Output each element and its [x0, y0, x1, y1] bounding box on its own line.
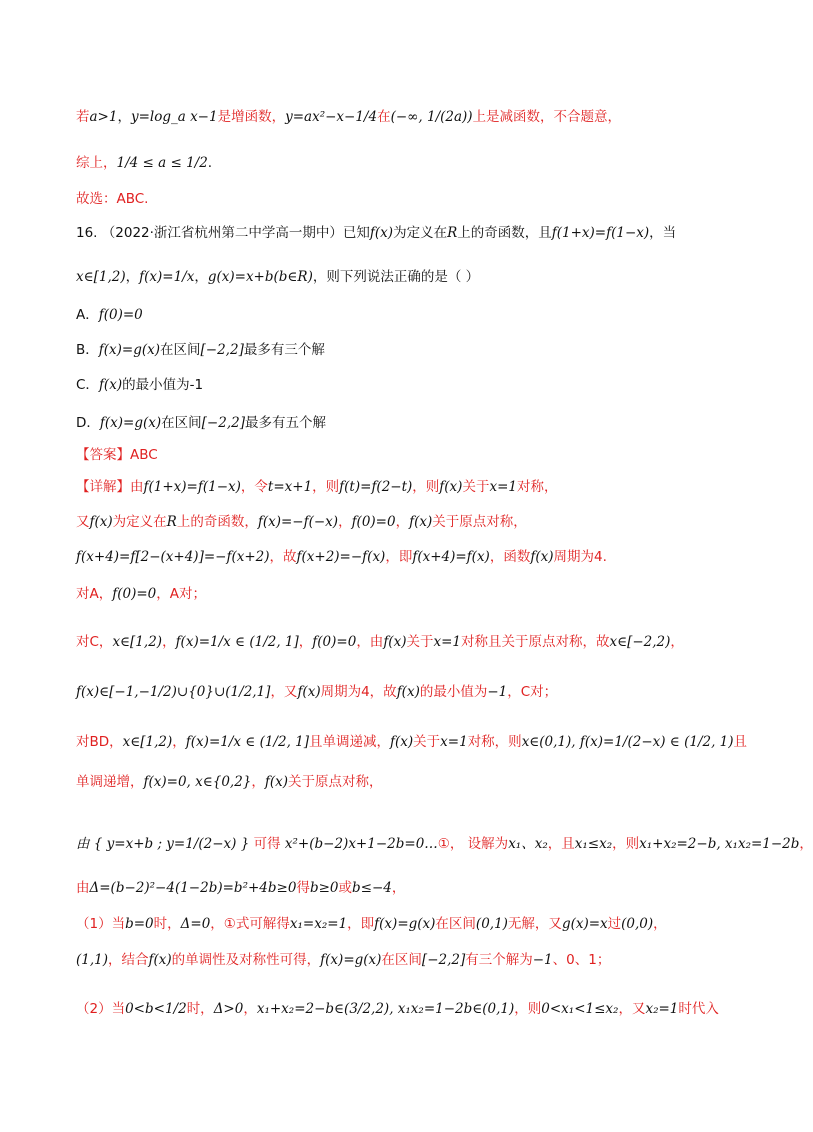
- math-expression: −1: [532, 952, 553, 968]
- text-line: [76, 341, 726, 359]
- math-expression: f(x+4)=f(x): [412, 549, 490, 565]
- math-expression: x₁+x₂=2−b, x₁x₂=1−2b: [639, 836, 800, 852]
- text-line: [76, 548, 726, 566]
- math-expression: x∈[1,2): [112, 634, 163, 650]
- text-line: [76, 154, 726, 172]
- math-expression: f(x)=g(x): [99, 415, 162, 431]
- text-segment: 得: [296, 880, 310, 896]
- math-expression: f(x): [297, 684, 321, 700]
- text-segment: 关于: [462, 479, 490, 495]
- text-segment: ，则: [514, 1001, 542, 1017]
- text-line: [76, 268, 726, 286]
- text-segment: 有三个解为: [465, 952, 533, 968]
- math-expression: g(x)=x+b(b∈R): [207, 269, 313, 285]
- text-line: [76, 683, 726, 701]
- text-segment: 对A，: [76, 586, 113, 602]
- math-expression: Δ>0: [213, 1001, 244, 1017]
- math-expression: x₁、x₂: [508, 836, 548, 852]
- text-segment: 综上，: [76, 155, 117, 171]
- text-segment: （1）当: [76, 916, 126, 932]
- math-expression: 0<b<1/2: [125, 1001, 187, 1017]
- math-expression: f(x+2)=−f(x): [296, 549, 386, 565]
- math-expression: x=1: [433, 634, 461, 650]
- math-expression: g(x)=x: [561, 916, 608, 932]
- math-expression: f(x): [530, 549, 554, 565]
- text-segment: 或: [338, 880, 352, 896]
- text-segment: 时，: [186, 1001, 214, 1017]
- text-segment: ，: [117, 109, 131, 125]
- text-segment: ，则: [612, 836, 640, 852]
- text-segment: 在区间: [160, 342, 201, 358]
- math-expression: x₂=1: [645, 1001, 679, 1017]
- text-segment: 最多有五个解: [244, 415, 326, 431]
- text-segment: 上的奇函数，且: [457, 225, 552, 241]
- text-segment: ，且: [547, 836, 575, 852]
- math-expression: (0,1): [475, 916, 508, 932]
- math-expression: f(0)=0: [312, 634, 357, 650]
- text-segment: 上的奇函数，: [176, 514, 258, 530]
- text-segment: ，C对；: [507, 684, 558, 700]
- text-segment: ，: [125, 269, 140, 285]
- text-segment: ，: [162, 634, 176, 650]
- math-expression: f(x)=g(x): [98, 342, 161, 358]
- text-line: [76, 915, 726, 933]
- text-segment: 【答案】ABC: [76, 447, 158, 463]
- math-expression: x₁+x₂=2−b∈(3/2,2), x₁x₂=1−2b∈(0,1): [256, 1001, 515, 1017]
- math-expression: f(x)=1/x ∈ (1/2, 1]: [185, 734, 310, 750]
- math-expression: x²+(b−2)x+1−2b=0…: [284, 836, 438, 852]
- text-segment: ，: [194, 269, 208, 285]
- math-expression: f(x)=g(x): [374, 916, 436, 932]
- math-expression: a>1: [89, 109, 118, 125]
- text-segment: 由: [76, 880, 90, 896]
- text-segment: 的最小值为: [419, 684, 488, 700]
- math-expression: f(0)=0: [112, 586, 157, 602]
- text-line: [76, 633, 726, 651]
- text-line: [76, 951, 726, 969]
- math-expression: R: [166, 514, 177, 530]
- math-expression: [−2,2]: [201, 415, 245, 431]
- math-expression: f(x): [383, 634, 407, 650]
- text-line: [76, 414, 726, 432]
- math-expression: Δ=(b−2)²−4(1−2b)=b²+4b≥0: [89, 880, 297, 896]
- math-expression: f(x): [390, 734, 414, 750]
- math-expression: Δ=0: [180, 916, 211, 932]
- text-segment: 16. （2022·浙江省杭州第二中学高一期中）已知: [76, 225, 370, 241]
- math-expression: t=x+1: [267, 479, 313, 495]
- text-segment: ，则: [412, 479, 440, 495]
- text-segment: ，则下列说法正确的是（ ）: [312, 269, 480, 285]
- math-expression: b≥0: [309, 880, 339, 896]
- text-line: [76, 513, 726, 531]
- math-expression: f(x): [89, 514, 113, 530]
- text-segment: 关于: [413, 734, 441, 750]
- math-expression: R: [447, 225, 458, 241]
- text-segment: ，又: [618, 1001, 646, 1017]
- text-segment: 故选：ABC.: [76, 191, 149, 207]
- text-segment: .: [207, 155, 213, 171]
- text-segment: 上是减函数，不合题意，: [472, 109, 622, 125]
- text-segment: 无解，又: [507, 916, 562, 932]
- text-segment: ，: [172, 734, 186, 750]
- math-expression: f(x): [98, 377, 123, 393]
- math-expression: −1: [487, 684, 508, 700]
- text-line: [76, 1000, 726, 1018]
- text-segment: 可得: [249, 836, 285, 852]
- math-expression: x∈(0,1), f(x)=1/(2−x) ∈ (1/2, 1): [521, 734, 734, 750]
- math-expression: f(x)=0, x∈{0,2}: [143, 774, 252, 790]
- text-segment: ，当: [649, 225, 677, 241]
- text-segment: 【详解】由: [76, 479, 144, 495]
- text-line: [76, 108, 726, 126]
- math-expression: b≤−4: [351, 880, 392, 896]
- text-segment: ，函数: [489, 549, 531, 565]
- math-expression: x∈[−2,2): [609, 634, 671, 650]
- text-line: [76, 773, 726, 791]
- text-segment: ，: [391, 880, 406, 896]
- math-expression: f(t)=f(2−t): [339, 479, 413, 495]
- math-expression: f(x): [409, 514, 433, 530]
- text-segment: A．: [76, 307, 99, 323]
- math-expression: x∈[1,2): [76, 269, 126, 285]
- text-segment: B．: [76, 342, 99, 358]
- text-segment: 周期为4.: [553, 549, 607, 565]
- text-segment: 过: [607, 916, 622, 932]
- text-segment: ，: [243, 1001, 257, 1017]
- text-segment: ，: [653, 916, 667, 932]
- text-segment: 且: [733, 734, 748, 750]
- text-segment: 为定义在: [112, 514, 167, 530]
- math-expression: 由 { y=x+b ; y=1/(2−x) }: [76, 836, 250, 852]
- text-segment: 关于原点对称，: [432, 514, 527, 530]
- math-expression: [−2,2]: [200, 342, 244, 358]
- math-expression: (−∞, 1/(2a)): [390, 109, 473, 125]
- text-segment: ，即: [385, 549, 413, 565]
- text-segment: 周期为4，故: [320, 684, 397, 700]
- text-line: [76, 879, 726, 897]
- text-segment: （2）当: [76, 1001, 126, 1017]
- text-segment: 是增函数，: [217, 109, 286, 125]
- math-expression: (0,0): [621, 916, 654, 932]
- math-expression: f(x): [264, 774, 289, 790]
- math-expression: f(x): [439, 479, 463, 495]
- math-expression: f(x): [148, 952, 172, 968]
- text-segment: 单调递增，: [76, 774, 144, 790]
- text-segment: ，故: [269, 549, 297, 565]
- text-line: [76, 190, 726, 208]
- text-segment: 在: [377, 109, 391, 125]
- text-segment: 对称，则: [467, 734, 522, 750]
- text-segment: 为定义在: [393, 225, 448, 241]
- text-segment: 对C，: [76, 634, 113, 650]
- text-segment: 若: [76, 109, 90, 125]
- math-expression: y=ax²−x−1/4: [285, 109, 378, 125]
- text-segment: 对称且关于原点对称，故: [460, 634, 610, 650]
- math-expression: f(x): [369, 225, 394, 241]
- text-segment: 关于原点对称，: [288, 774, 383, 790]
- text-segment: ，即: [347, 916, 375, 932]
- math-expression: f(0)=0: [351, 514, 396, 530]
- math-expression: f(x+4)=f[2−(x+4)]=−f(x+2): [76, 549, 270, 565]
- text-segment: D．: [76, 415, 100, 431]
- text-segment: ，: [395, 514, 410, 530]
- text-segment: 且单调递减，: [309, 734, 391, 750]
- math-expression: f(x)=1/x ∈ (1/2, 1]: [175, 634, 299, 650]
- math-expression: b=0: [125, 916, 154, 932]
- text-segment: 的最小值为-1: [122, 377, 204, 393]
- math-expression: f(x)∈[−1,−1/2)∪{0}∪(1/2,1]: [76, 684, 271, 700]
- text-segment: ，①式可解得: [210, 916, 290, 932]
- math-expression: f(x)=1/x: [139, 269, 195, 285]
- text-line: [76, 224, 726, 242]
- text-line: [76, 478, 726, 496]
- text-segment: ，则: [312, 479, 340, 495]
- text-segment: 时代入: [678, 1001, 719, 1017]
- text-segment: 在区间: [161, 415, 202, 431]
- math-expression: f(x)=−f(−x): [257, 514, 339, 530]
- text-line: [76, 585, 726, 603]
- math-expression: f(1+x)=f(1−x): [143, 479, 241, 495]
- text-segment: 对称，: [516, 479, 558, 495]
- math-expression: f(x)=g(x): [320, 952, 382, 968]
- text-segment: 的单调性及对称性可得，: [171, 952, 321, 968]
- text-segment: ，: [670, 634, 684, 650]
- math-expression: x₁=x₂=1: [289, 916, 348, 932]
- math-expression: x=1: [440, 734, 468, 750]
- text-segment: ，A对；: [156, 586, 207, 602]
- text-line: [76, 376, 726, 394]
- math-expression: f(x): [396, 684, 420, 700]
- text-segment: 又: [76, 514, 90, 530]
- text-segment: ，: [338, 514, 352, 530]
- text-line: [76, 733, 748, 751]
- text-segment: ，又: [270, 684, 298, 700]
- math-expression: y=log_a x−1: [130, 109, 218, 125]
- math-expression: (1,1): [76, 952, 109, 968]
- text-segment: ，: [251, 774, 265, 790]
- text-segment: ，由: [356, 634, 384, 650]
- text-segment: ，: [799, 836, 813, 852]
- text-segment: 最多有三个解: [243, 342, 325, 358]
- text-segment: 、0、1；: [552, 952, 611, 968]
- math-expression: f(1+x)=f(1−x): [551, 225, 650, 241]
- math-expression: x₁≤x₂: [574, 836, 613, 852]
- text-segment: 在区间: [381, 952, 422, 968]
- math-expression: [−2,2]: [421, 952, 466, 968]
- text-segment: ①， 设解为: [437, 836, 509, 852]
- text-line: [76, 835, 813, 853]
- text-segment: 在区间: [435, 916, 476, 932]
- math-expression: x∈[1,2): [122, 734, 173, 750]
- text-segment: ，令: [240, 479, 268, 495]
- text-line: [76, 306, 726, 324]
- text-segment: 时，: [153, 916, 181, 932]
- math-expression: x=1: [489, 479, 517, 495]
- text-segment: 关于: [406, 634, 434, 650]
- text-segment: ，: [298, 634, 313, 650]
- text-segment: C．: [76, 377, 99, 393]
- math-expression: 0<x₁<1≤x₂: [541, 1001, 619, 1017]
- math-expression: 1/4 ≤ a ≤ 1/2: [116, 155, 208, 171]
- math-expression: f(0)=0: [98, 307, 143, 323]
- text-segment: 对BD，: [76, 734, 123, 750]
- text-segment: ，结合: [108, 952, 149, 968]
- text-line: [76, 446, 726, 464]
